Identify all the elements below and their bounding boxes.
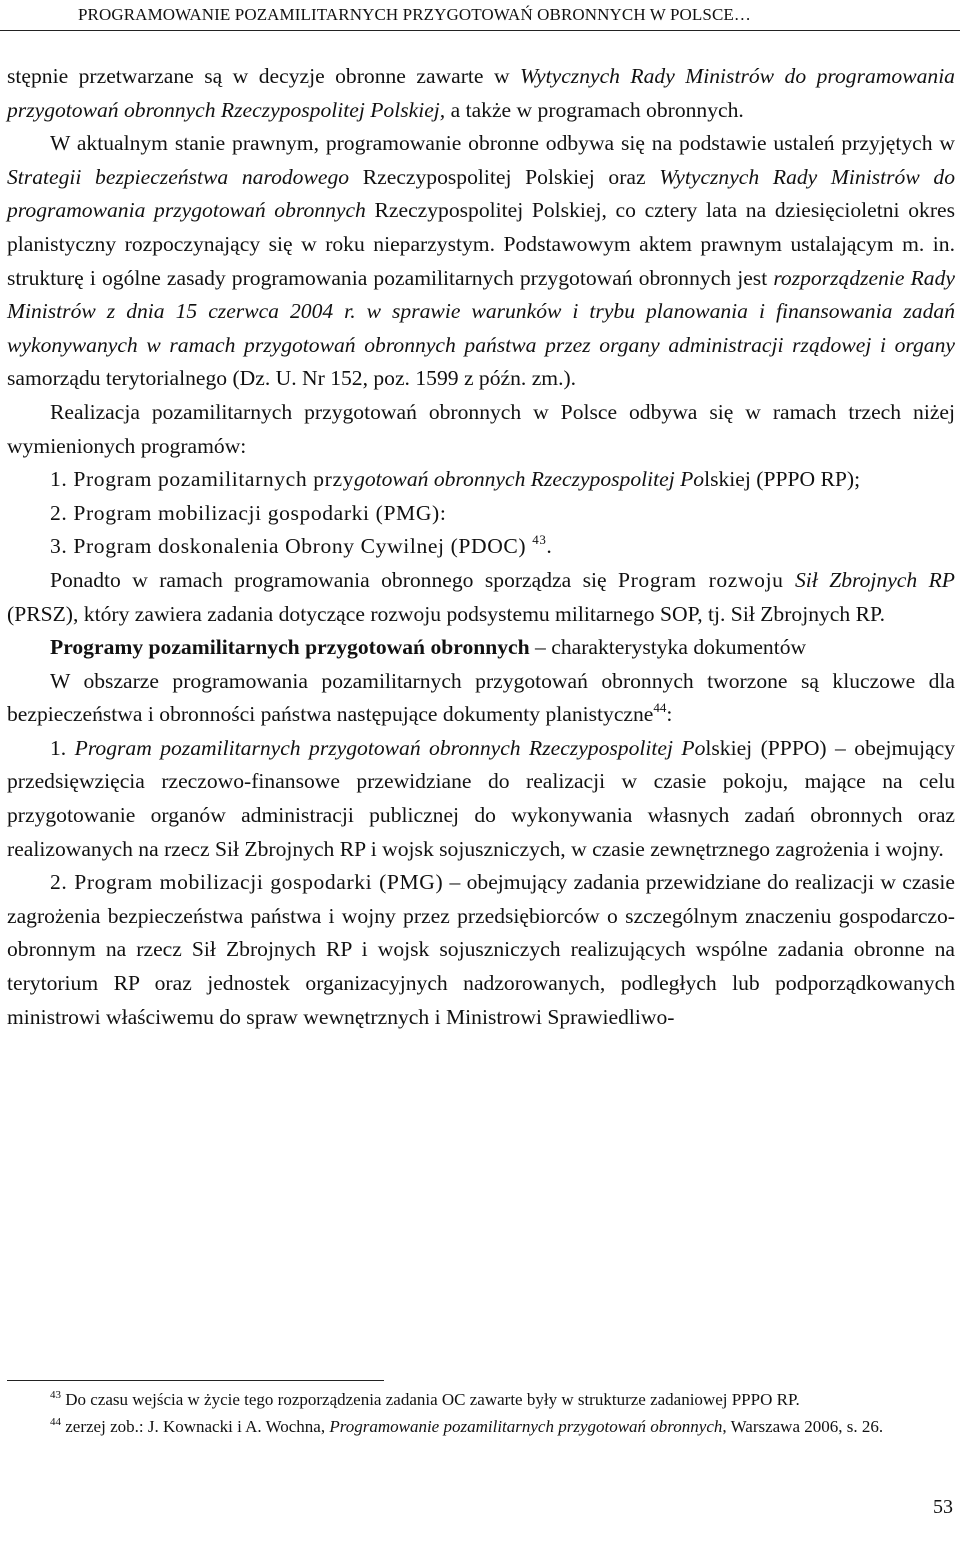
running-header-title: PROGRAMOWANIE POZAMILITARNYCH PRZYGOTOWAŃ OBRONNYCH W POLSCE… (78, 5, 751, 24)
text-run: (PRSZ), który zawiera zadania dotyczące rozwoju podsystemu militarnego SOP, tj. Sił Zbrojnych RP. (7, 601, 885, 626)
italic-title: rozporządzenie Rady Ministrów z dnia 15 czerwca 2004 r. w sprawie warunków i trybu planowania i finansowania zadań wykonywanych w ramach przygotowań obronnych państwa przez organy administracji rządowej i organy (7, 265, 955, 357)
footnote-44 (7, 1413, 955, 1440)
list-item-pdoc (7, 530, 955, 564)
italic-title: Program pozamilitarnych przygotowań obronnych Rzeczypospolitej Po (74, 735, 706, 760)
paragraph-legal-basis (7, 127, 955, 396)
footnote-ref-43[interactable]: 43 (532, 532, 547, 548)
heading-bold: Programy pozamilitarnych przygotowań obronnych (50, 635, 530, 660)
footnote-separator (7, 1380, 384, 1381)
italic-title: gotowań obronnych Rzeczypospolitej Po (354, 467, 705, 492)
paragraph-continuation (7, 60, 955, 127)
text-run: a także w programach obronnych. (445, 97, 744, 122)
footnote-ref-44[interactable]: 44 (653, 700, 667, 716)
italic-title: Wytycznych Rady Ministrów do programowania przygotowań obronnych (7, 164, 955, 223)
text-run: W aktualnym stanie prawnym, programowanie obronne odbywa się na podstawie ustaleń przyjętych w (50, 131, 955, 156)
text-run: – obejmujący zadania przewidziane do realizacji w czasie zagrożenia bezpieczeństwa państwa i wojny przez przedsiębiorców o szczególnym znaczeniu gospodarczo-obronnym na rzecz Sił Zbrojnych RP i wojsk sojuszniczych realizujących wspólne zadania obronne na terytorium RP oraz jednostek organizacyjnych nadzorowanych, podległych lub podporządkowanych ministrowi właściwemu do spraw wewnętrznych i Ministrowi Sprawiedliwo- (7, 870, 955, 1029)
footnote-text: zerzej zob.: J. Kownacki i A. Wochna, (61, 1417, 330, 1436)
italic-title: Programowanie pozamilitarnych przygotowań obronnych (329, 1417, 723, 1436)
footnote-text: Do czasu wejścia w życie tego rozporządzenia zadania OC zawarte były w strukturze zadaniowej PPPO RP. (61, 1390, 800, 1409)
text-run: lskiej (PPPO) – obejmujący przedsięwzięcia rzeczowo-finansowe przewidziane do realizacji w czasie pokoju, mające na celu przygotowanie organów administracji publicznej do wykonywania własnych zadań obronnych oraz realizowanych na rzecz Sił Zbrojnych RP i wojsk sojuszniczych, w czasie zewnętrznego zagrożenia i wojny. (7, 735, 956, 861)
text-run: W obszarze programowania pozamilitarnych przygotowań obronnych tworzone są kluczowe dla bezpieczeństwa i obronności państwa następujące dokumenty planistyczne (7, 668, 955, 727)
paragraph-programs-intro: Realizacja pozamilitarnych przygotowań obronnych w Polsce odbywa się w ramach trzech niżej wymienionych programów: (7, 399, 955, 458)
text-run: samorządu terytorialnego (Dz. U. Nr 152, poz. 1599 z późn. zm.). (7, 366, 577, 391)
running-header (0, 0, 960, 35)
section-heading (7, 631, 955, 665)
footnotes (7, 1386, 955, 1440)
text-run: 2. Program mobilizacji gospodarki (PMG) (50, 870, 444, 895)
text-run: . (546, 534, 553, 559)
text-run: stępnie przetwarzane są w decyzje obronne zawarte w (7, 64, 521, 88)
text-run: Rzeczypospolitej Polskiej, co cztery lata na dziesięcioletni okres planistyczny rozpoczynający się w roku nieparzystym. Podstawowym aktem prawnym ustalającym m. in. strukturę i ogólne zasady programowania pozamilitarnych przygotowań obronnych jest (7, 198, 955, 290)
paragraph-documents-intro (7, 665, 955, 732)
paragraph-prsz (7, 564, 955, 631)
footnote-number: 44 (50, 1416, 61, 1428)
footnote-number: 43 (50, 1389, 61, 1401)
text-run: 1. (50, 735, 75, 760)
list-item-pmg: 2. Program mobilizacji gospodarki (PMG): (50, 500, 447, 525)
heading-rest: – charakterystyka dokumentów (529, 635, 807, 660)
text-run: 3. Program doskonalenia Obrony Cywilnej (PDOC) (50, 534, 527, 559)
page-number: 53 (933, 1496, 953, 1518)
text-run: 1. Program pozamilitarnych przy (50, 467, 355, 492)
footnote-text: , Warszawa 2006, s. 26. (722, 1417, 884, 1436)
italic-title: Wytycznych Rady Ministrów do programowania przygotowań obronnych Rzeczypospolitej Polskiej, (7, 64, 955, 122)
main-text (7, 60, 955, 1034)
footnote-43 (7, 1386, 955, 1413)
text-run: Ponadto w ramach programowania obronnego sporządza się (50, 567, 619, 592)
header-rule (0, 30, 960, 31)
italic-title: Strategii bezpieczeństwa narodowego (7, 164, 350, 189)
list-item-pppo (7, 463, 955, 497)
text-run: Program rozwoju (618, 567, 784, 592)
paragraph-pppo (7, 732, 955, 866)
text-run: Rzeczypospolitej Polskiej oraz (349, 164, 660, 189)
paragraph-pmg (7, 866, 955, 1034)
text-run: : (666, 702, 673, 727)
italic-title: Sił Zbrojnych RP (795, 567, 955, 592)
text-run: lskiej (PPPO RP); (704, 467, 861, 492)
